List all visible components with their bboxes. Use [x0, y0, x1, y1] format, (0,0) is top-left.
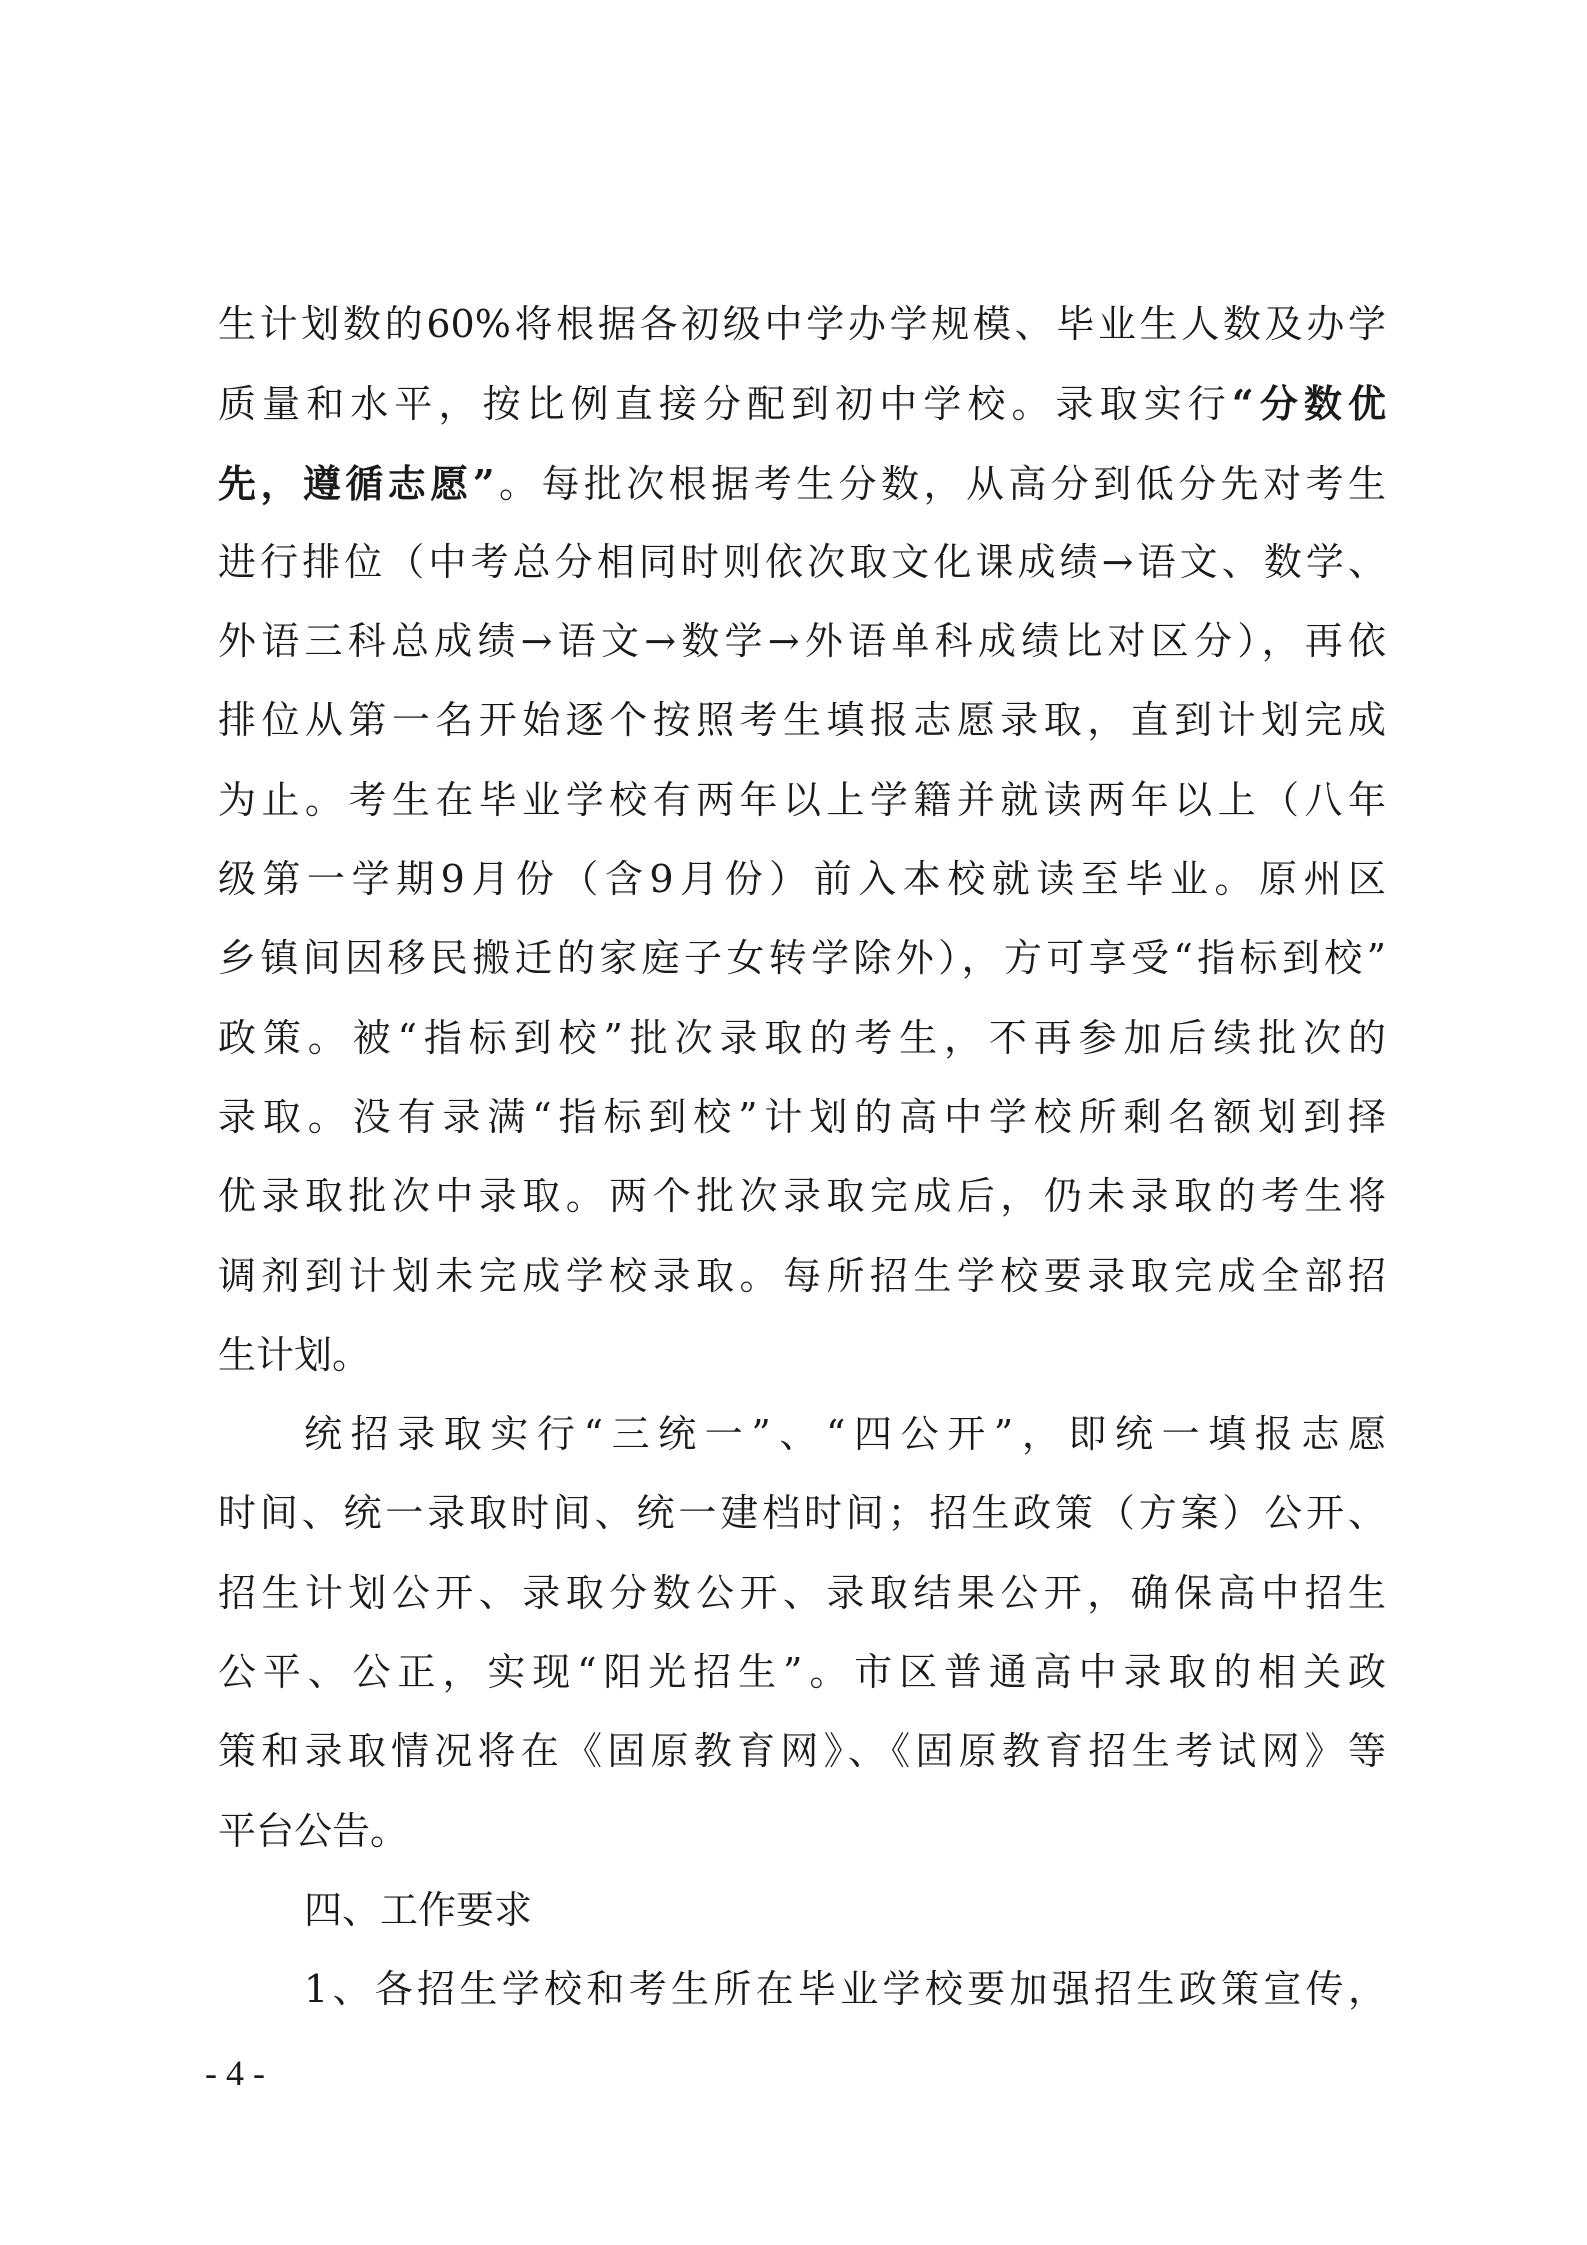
emphasis-text: 先，遵循志愿” [218, 460, 495, 506]
text-line: 生计划数的60%将根据各初级中学办学规模、毕业生人数及办学 [218, 302, 1386, 346]
text-line: 策和录取情况将在《固原教育网》、《固原教育招生考试网》等 [218, 1729, 1386, 1774]
text-line: 时间、统一录取时间、统一建档时间；招生政策（方案）公开、 [218, 1491, 1386, 1536]
text-line: 平台公告。 [218, 1808, 409, 1853]
text-line: 外语三科总成绩→语文→数学→外语单科成绩比对区分），再依 [218, 619, 1386, 664]
text-line: 公平、公正，实现“阳光招生”。市区普通高中录取的相关政 [218, 1650, 1386, 1695]
text-line: 调剂到计划未完成学校录取。每所招生学校要录取完成全部招 [218, 1253, 1386, 1298]
text-line: 质量和水平，按比例直接分配到初中学校。录取实行“分数优 [218, 381, 1386, 427]
text-line: 级第一学期9月份（含9月份）前入本校就读至毕业。原州区 [218, 857, 1386, 902]
text-line: 优录取批次中录取。两个批次录取完成后，仍未录取的考生将 [218, 1174, 1386, 1219]
section-heading: 四、工作要求 [304, 1887, 533, 1932]
text-line: 政策。被“指标到校”批次录取的考生，不再参加后续批次的 [218, 1015, 1386, 1060]
text-line: 录取。没有录满“指标到校”计划的高中学校所剩名额划到择 [218, 1094, 1386, 1139]
text-line: 招生计划公开、录取分数公开、录取结果公开，确保高中招生 [218, 1570, 1386, 1615]
text-line: 生计划。 [218, 1332, 371, 1377]
emphasis-text: “分数优 [1231, 381, 1386, 427]
text-line: 1、各招生学校和考生所在毕业学校要加强招生政策宣传， [304, 1967, 1386, 2012]
text-line: 排位从第一名开始逐个按照考生填报志愿录取，直到计划完成 [218, 698, 1386, 743]
text-line: 为止。考生在毕业学校有两年以上学籍并就读两年以上（八年 [218, 777, 1386, 822]
body-text [218, 285, 1386, 2030]
page-number: - 4 - [205, 2053, 265, 2093]
text-line: 乡镇间因移民搬迁的家庭子女转学除外），方可享受“指标到校” [218, 936, 1386, 981]
text-line: 先，遵循志愿”。每批次根据考生分数，从高分到低分先对考生 [218, 460, 1386, 506]
text-line: 进行排位（中考总分相同时则依次取文化课成绩→语文、数学、 [218, 539, 1386, 584]
text-line: 统招录取实行“三统一”、“四公开”，即统一填报志愿 [304, 1412, 1386, 1457]
